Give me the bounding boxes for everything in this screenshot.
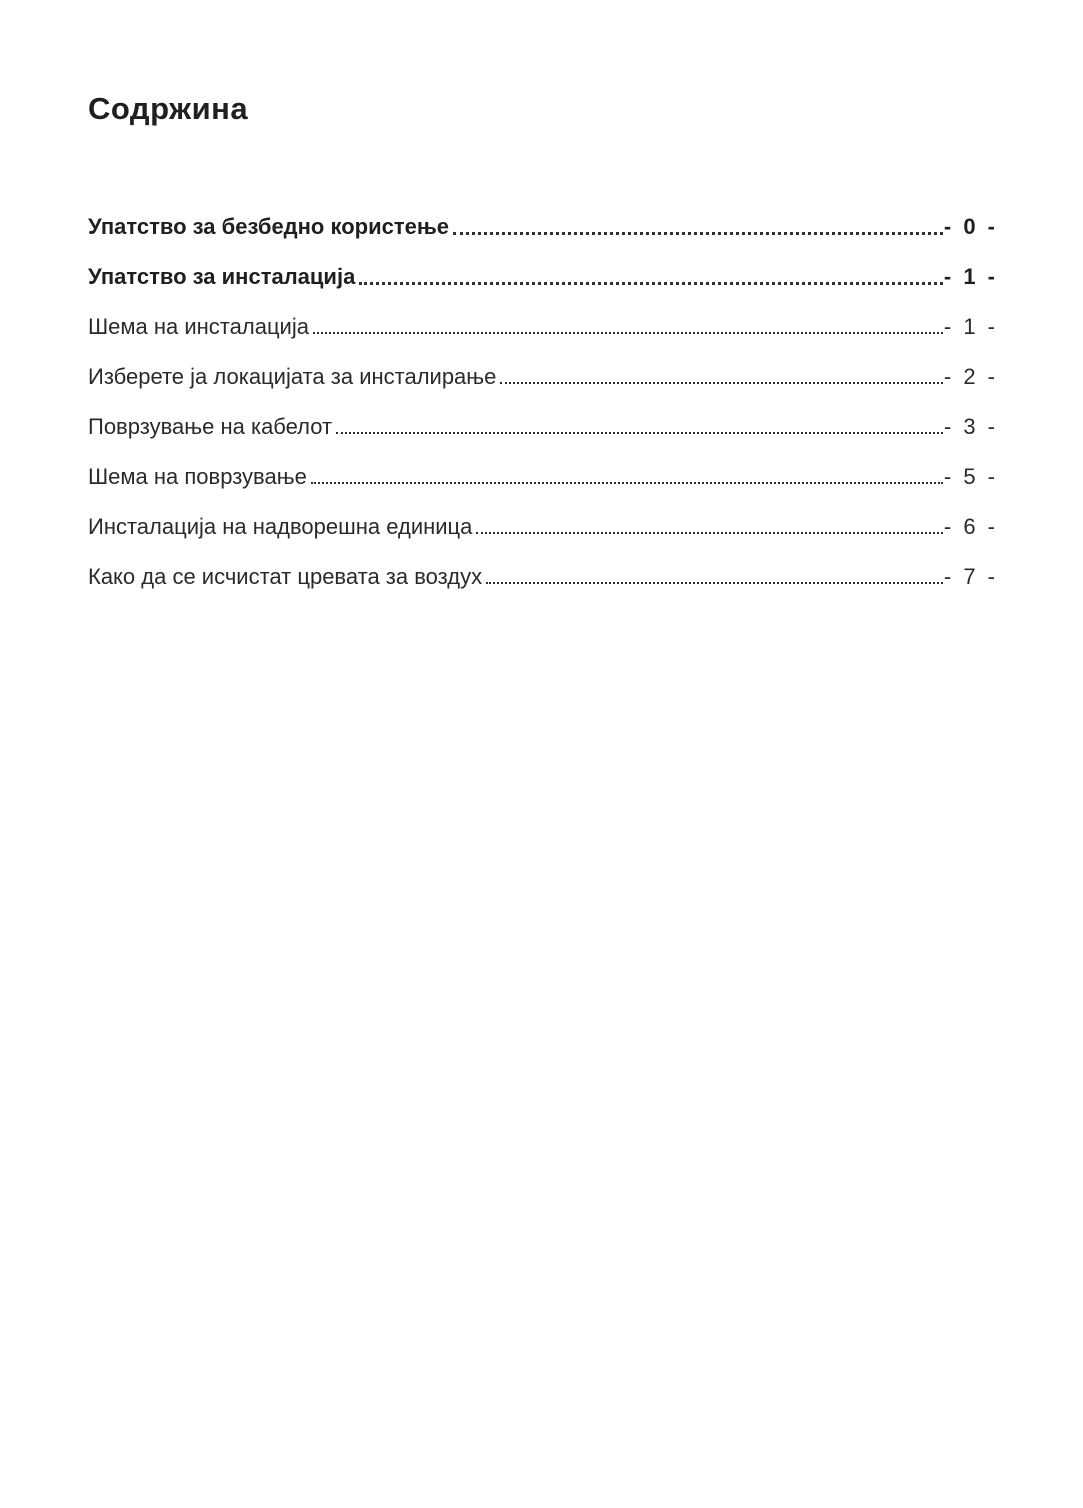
toc-entry-outdoor-unit-installation	[88, 490, 995, 540]
toc-entry-label: Упатство за инсталација	[88, 263, 356, 289]
toc-entry-label: Како да се исчистат цревата за воздух	[88, 563, 483, 589]
dot-leader	[336, 432, 943, 434]
toc-entry-choose-location	[88, 340, 995, 390]
toc-entry-installation-diagram	[88, 290, 995, 340]
toc-entry-purge-air-hoses	[88, 540, 995, 590]
dot-leader	[486, 582, 943, 584]
toc-entry-page-number: - 0 -	[943, 213, 995, 239]
toc-entry-label: Шема на инсталација	[88, 313, 309, 339]
dot-leader	[476, 532, 942, 534]
table-of-contents	[88, 190, 995, 590]
toc-entry-label: Шема на поврзување	[88, 463, 307, 489]
toc-entry-cable-connection	[88, 390, 995, 440]
toc-entry-page-number: - 7 -	[943, 563, 995, 589]
dot-leader	[311, 482, 943, 484]
page-title: Содржина	[88, 91, 249, 126]
toc-entry-installation-instructions	[88, 240, 995, 290]
toc-entry-label: Изберете ја локацијата за инсталирање	[88, 363, 497, 389]
toc-entry-label: Поврзување на кабелот	[88, 413, 333, 439]
toc-entry-page-number: - 3 -	[943, 413, 995, 439]
toc-entry-page-number: - 2 -	[943, 363, 995, 389]
toc-entry-page-number: - 5 -	[943, 463, 995, 489]
dot-leader	[359, 282, 943, 285]
toc-entry-page-number: - 1 -	[943, 313, 995, 339]
toc-entry-page-number: - 1 -	[943, 263, 995, 289]
toc-entry-label: Инсталација на надворешна единица	[88, 513, 473, 539]
dot-leader	[313, 332, 943, 334]
toc-entry-page-number: - 6 -	[943, 513, 995, 539]
dot-leader	[500, 382, 942, 384]
toc-entry-safety-instructions	[88, 190, 995, 240]
toc-entry-connection-diagram	[88, 440, 995, 490]
toc-entry-label: Упатство за безбедно користење	[88, 213, 450, 239]
dot-leader	[453, 232, 943, 235]
